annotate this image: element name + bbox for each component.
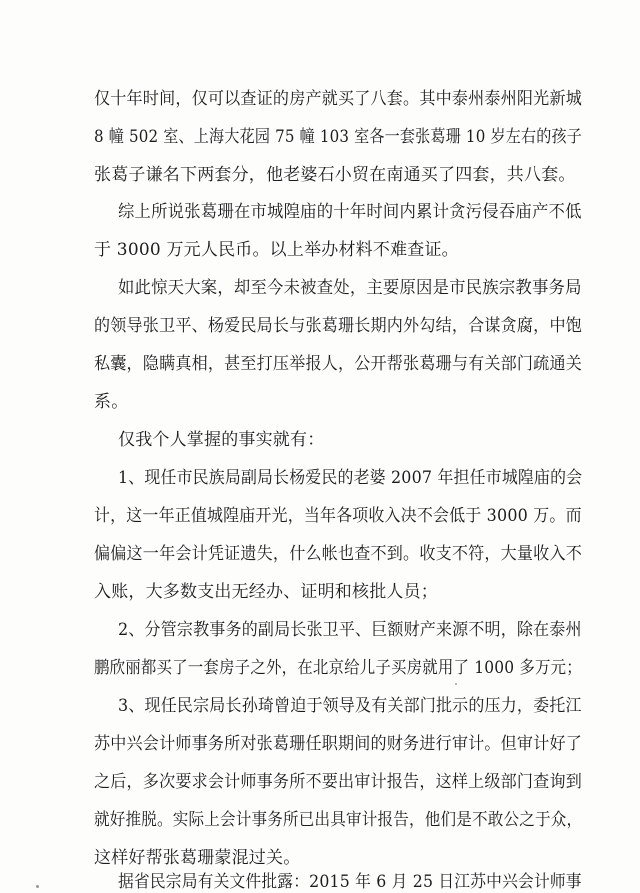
text-line: 鹏欣丽都买了一套房子之外，在北京给儿子买房就用了 1000 多万元； [94, 658, 582, 678]
text-line: 仅十年时间，仅可以查证的房产就买了八套。其中泰州泰州阳光新城 [94, 89, 582, 109]
text-line: 综上所说张葛珊在市城隍庙的十年时间内累计贪污侵吞庙产不低 [118, 202, 582, 222]
text-line: 2、分管宗教事务的副局长张卫平、巨额财产来源不明，除在泰州 [118, 620, 582, 640]
text-line: 就好推脱。实际上会计事务所已出具审计报告，他们是不敢公之于众， [94, 810, 583, 830]
text-line: 偏偏这一年会计凭证遗失，什么帐也查不到。收支不符，大量收入不 [94, 544, 582, 564]
text-line: 张葛子谦名下两套分，他老婆石小贸在南通买了四套，共八套。 [94, 165, 576, 185]
text-line: 入账，大多数支出无经办、证明和核批人员； [94, 582, 438, 602]
text-line: 之后，多次要求会计师事务所不要出审计报告，这样上级部门查询到 [94, 772, 582, 792]
scan-speck [455, 683, 457, 685]
text-line: 8 幢 502 室、上海大花园 75 幢 103 室各一套张葛珊 10 岁左右的孩子 [94, 127, 583, 147]
text-line: 于 3000 万元人民币。以上举办材料不难查证。 [94, 240, 459, 260]
text-line: 计，这一年正值城隍庙开光，当年各项收入决不会低于 3000 万。而 [94, 506, 582, 526]
text-line: 私囊，隐瞒真相，甚至打压举报人，公开帮张葛珊与有关部门疏通关 [94, 354, 582, 374]
scan-speck [36, 885, 39, 888]
text-line: 这样好帮张葛珊蒙混过关。 [94, 848, 301, 868]
text-line: 仅我个人掌握的事实就有： [118, 430, 325, 450]
text-line: 苏中兴会计师事务所对张葛珊任职期间的财务进行审计。但审计好了 [94, 734, 582, 754]
text-line: 3、现任民宗局长孙琦曾迫于领导及有关部门批示的压力，委托江 [118, 696, 582, 716]
text-line: 1、现任市民族局副局长杨爱民的老婆 2007 年担任市城隍庙的会 [118, 468, 583, 488]
text-line: 系。 [94, 392, 129, 412]
text-line: 如此惊天大案，却至今未被查处，主要原因是市民族宗教事务局 [118, 278, 582, 298]
text-line: 的领导张卫平、杨爱民局长与张葛珊长期内外勾结，合谋贪腐，中饱 [94, 316, 582, 336]
text-line: 据省民宗局有关文件批露：2015 年 6 月 25 日江苏中兴会计师事 [118, 872, 582, 892]
